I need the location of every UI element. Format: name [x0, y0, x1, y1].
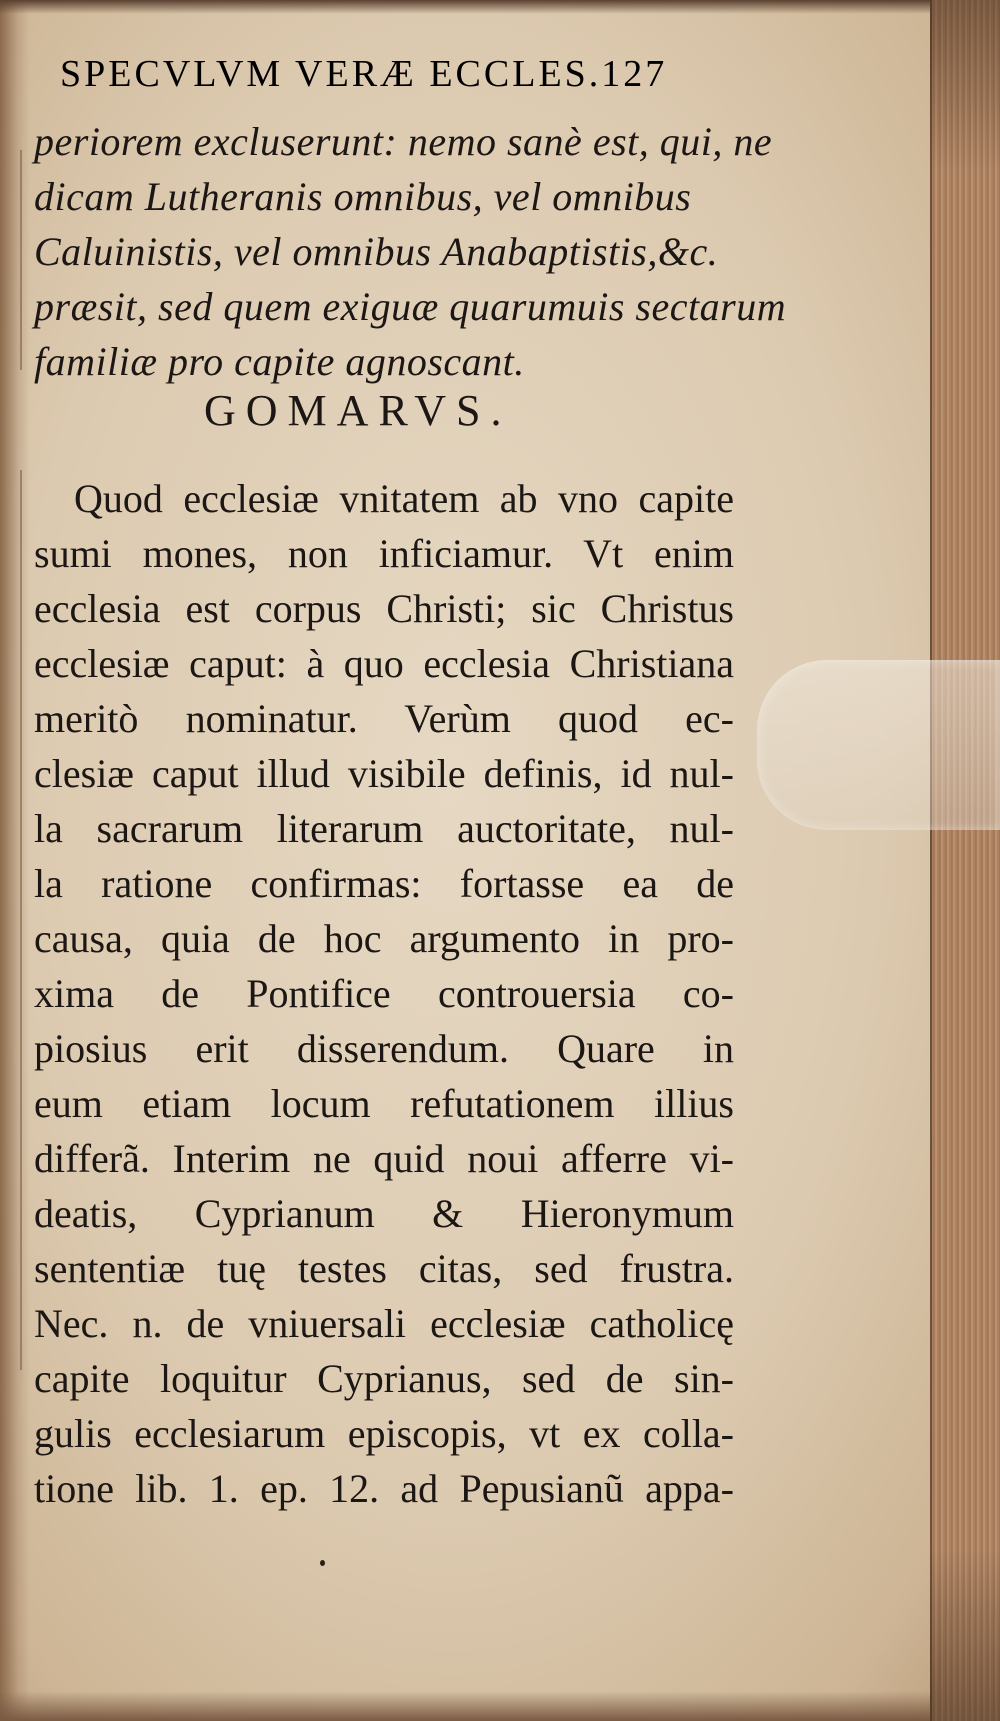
intro-line: præsit, sed quem exiguæ quarumuis sectarum [34, 284, 787, 329]
body-line: ecclesiæ caput: à quo ecclesia Christiana [34, 641, 734, 686]
intro-line: dicam Lutheranis omnibus, vel omnibus [34, 174, 692, 219]
intro-line: periorem excluserunt: nemo sanè est, qui, ne [34, 119, 773, 164]
body-line: Quod ecclesiæ vnitatem ab vno capite [74, 476, 734, 521]
body-line: la sacrarum literarum auctoritate, nul- [34, 806, 734, 851]
body-line: tione lib. 1. ep. 12. ad Pepusianũ appa- [34, 1466, 734, 1511]
bottom-edge [0, 1691, 1000, 1721]
top-edge [0, 0, 1000, 14]
body-line: meritò nominatur. Verùm quod ec- [34, 696, 734, 741]
section-title: GOMARVS. [204, 386, 512, 435]
body-line: piosius erit disserendum. Quare in [34, 1026, 734, 1071]
tape-strip [757, 660, 1000, 830]
body-line: clesiæ caput illud visibile definis, id nul- [34, 751, 734, 796]
page-stack-shade [930, 0, 1000, 1721]
body-line: la ratione confirmas: fortasse ea de [34, 861, 734, 906]
gutter-shadow [0, 0, 30, 1721]
body-line: causa, quia de hoc argumento in pro- [34, 916, 734, 961]
body-line: deatis, Cyprianum & Hieronymum [34, 1191, 734, 1236]
intro-line: Caluinistis, vel omnibus Anabaptistis,&c. [34, 229, 719, 274]
body-line: Nec. n. de vniuersali ecclesiæ catholicę [34, 1301, 734, 1346]
margin-line [20, 150, 22, 370]
body-line: ecclesia est corpus Christi; sic Christus [34, 586, 734, 631]
body-line: sententiæ tuę testes citas, sed frustra. [34, 1246, 734, 1291]
body-line: capite loquitur Cyprianus, sed de sin- [34, 1356, 734, 1401]
body-line: differã. Interim ne quid noui afferre vi- [34, 1136, 734, 1181]
body-line: sumi mones, non inficiamur. Vt enim [34, 531, 734, 576]
body-line: gulis ecclesiarum episcopis, vt ex colla- [34, 1411, 734, 1456]
intro-line: familiæ pro capite agnoscant. [34, 339, 525, 384]
body-line: xima de Pontifice controuersia co- [34, 971, 734, 1016]
running-head: SPECVLVM VERÆ ECCLES.127 [60, 53, 668, 95]
body-line: eum etiam locum refutationem illius [34, 1081, 734, 1126]
ink-dot [320, 1560, 325, 1566]
margin-line [20, 470, 22, 1370]
